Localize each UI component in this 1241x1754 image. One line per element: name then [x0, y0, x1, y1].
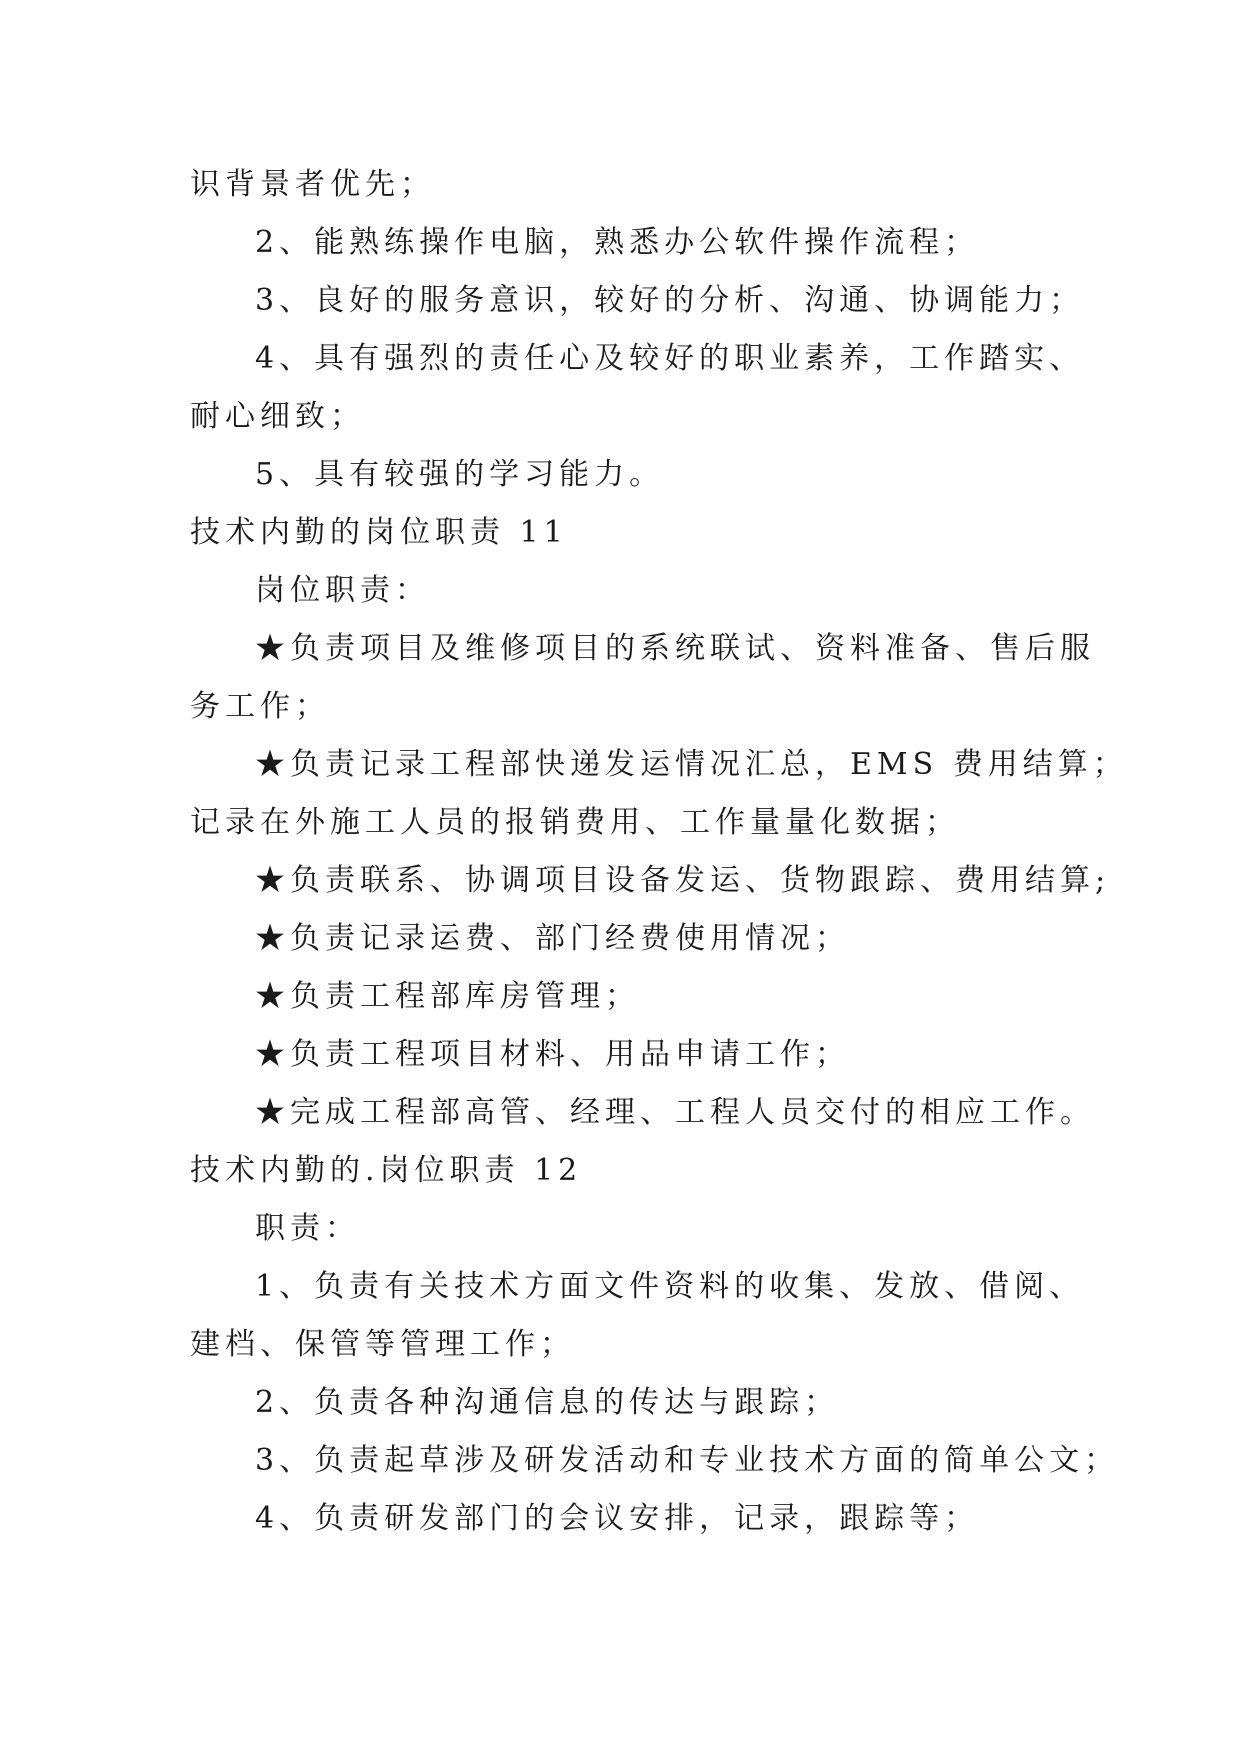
section-heading: 技术内勤的岗位职责 11	[190, 515, 568, 550]
list-item: 1、负责有关技术方面文件资料的收集、发放、借阅、	[255, 1269, 1085, 1304]
list-item: ★负责项目及维修项目的系统联试、资料准备、售后服	[255, 631, 1095, 666]
list-item: 4、具有强烈的责任心及较好的职业素养，工作踏实、	[255, 341, 1085, 376]
list-item: 4、负责研发部门的会议安排，记录，跟踪等；	[255, 1501, 980, 1536]
text-line: 识背景者优先；	[190, 167, 435, 202]
list-item: 2、能熟练操作电脑，熟悉办公软件操作流程；	[255, 225, 980, 260]
subheading: 岗位职责：	[255, 573, 430, 608]
list-item: ★负责工程部库房管理；	[255, 979, 640, 1014]
list-item: 3、良好的服务意识，较好的分析、沟通、协调能力；	[255, 283, 1085, 318]
list-item: 5、具有较强的学习能力。	[255, 457, 665, 492]
list-item: ★负责记录运费、部门经费使用情况；	[255, 921, 850, 956]
text-line: 务工作；	[190, 689, 330, 724]
list-item: ★负责联系、协调项目设备发运、货物跟踪、费用结算;	[255, 863, 1111, 898]
text-line: 耐心细致；	[190, 399, 365, 434]
text-line: 记录在外施工人员的报销费用、工作量量化数据；	[190, 805, 960, 840]
list-item: ★负责工程项目材料、用品申请工作；	[255, 1037, 850, 1072]
list-item: ★负责记录工程部快递发运情况汇总，EMS 费用结算；	[255, 747, 1128, 782]
list-item: 3、负责起草涉及研发活动和专业技术方面的简单公文；	[255, 1443, 1120, 1478]
subheading: 职责：	[255, 1211, 360, 1246]
list-item: 2、负责各种沟通信息的传达与跟踪；	[255, 1385, 840, 1420]
section-heading: 技术内勤的.岗位职责 12	[190, 1153, 583, 1188]
list-item: ★完成工程部高管、经理、工程人员交付的相应工作。	[255, 1095, 1095, 1130]
text-line: 建档、保管等管理工作；	[190, 1327, 575, 1362]
